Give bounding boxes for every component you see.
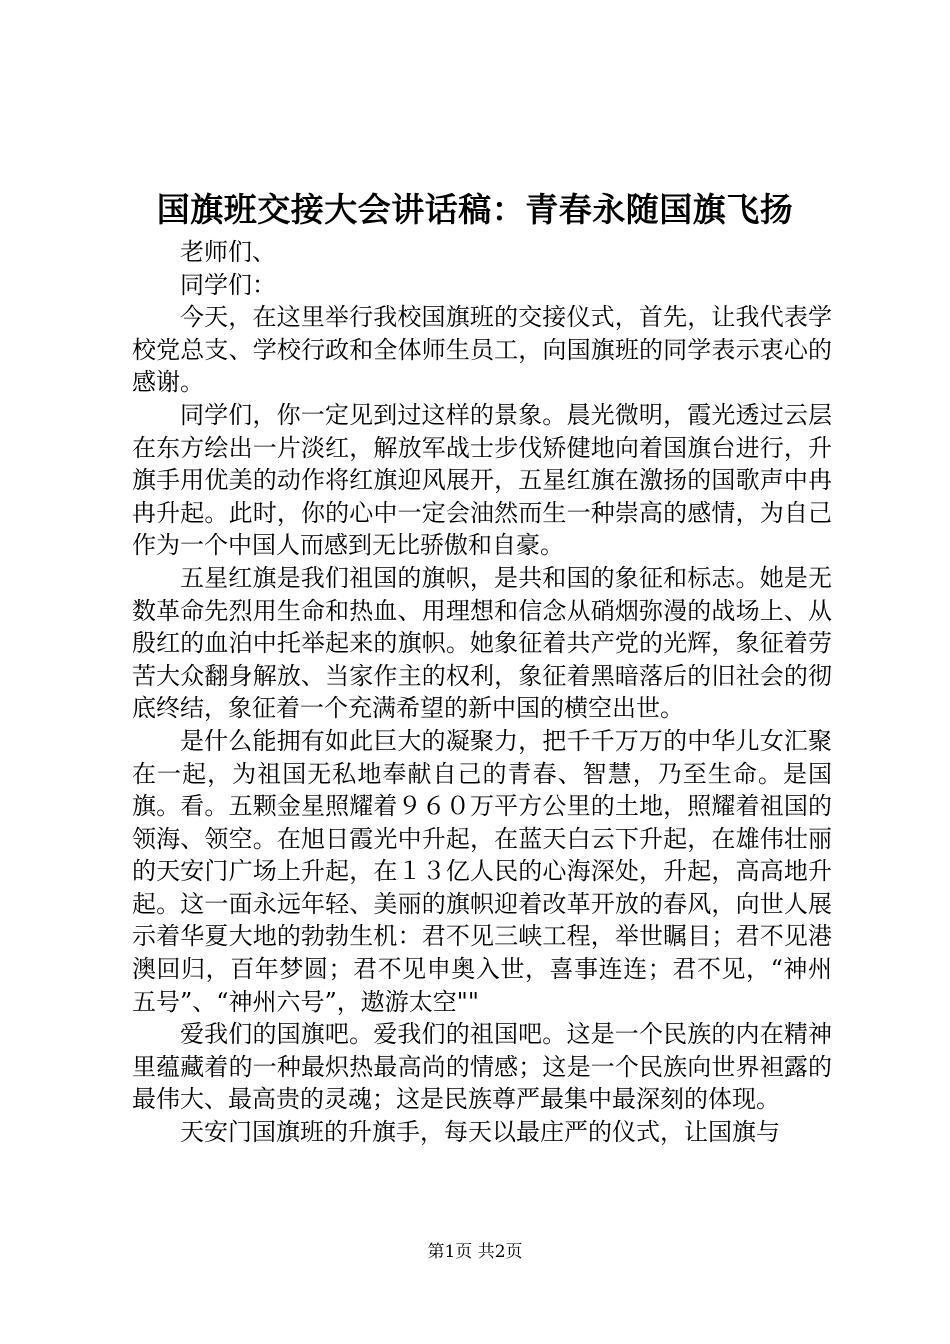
page-title: 国旗班交接大会讲话稿：青春永随国旗飞扬	[156, 190, 794, 229]
paragraph-3: 五星红旗是我们祖国的旗帜，是共和国的象征和标志。她是无数革命先烈用生命和热血、用理想和信念从硝烟弥漫的战场上、从殷红的血泊中托举起来的旗帜。她象征着共产党的光辉，象征着劳苦大众翻身解放、当家作主的权利，象征着黑暗落后的旧社会的彻底终结，象征着一个充满希望的新中国的横空出世。	[132, 563, 832, 723]
salutation-students: 同学们：	[180, 270, 276, 299]
salutation-teachers: 老师们、	[180, 238, 276, 266]
paragraph-5: 爱我们的国旗吧。爱我们的祖国吧。这是一个民族的内在精神里蕴藏着的一种最炽热最高尚的情感；这是一个民族向世界袒露的最伟大、最高贵的灵魂；这是民族尊严最集中最深刻的体现。	[132, 1020, 832, 1114]
paragraph-6: 天安门国旗班的升旗手，每天以最庄严的仪式，让国旗与	[180, 1118, 780, 1147]
paragraph-2: 同学们，你一定见到过这样的景象。晨光微明，霞光透过云层在东方绘出一片淡红，解放军战士步伐矫健地向着国旗台进行，升旗手用优美的动作将红旗迎风展开，五星红旗在激扬的国歌声中冉冉升起。此时，你的心中一定会油然而生一种崇高的感情，为自己作为一个中国人而感到无比骄傲和自豪。	[132, 400, 832, 560]
document-body	[132, 236, 832, 1149]
page-footer: 第1页 共2页	[427, 1242, 523, 1262]
paragraph-4: 是什么能拥有如此巨大的凝聚力，把千千万万的中华儿女汇聚在一起，为祖国无私地奉献自己的青春、智慧，乃至生命。是国旗。看。五颗金星照耀着９６０万平方公里的土地，照耀着祖国的领海、领空。在旭日霞光中升起，在蓝天白云下升起，在雄伟壮丽的天安门广场上升起，在１３亿人民的心海深处，升起，高高地升起。这一面永远年轻、美丽的旗帜迎着改革开放的春风，向世人展示着华夏大地的勃勃生机：君不见三峡工程，举世瞩目；君不见港澳回归，百年梦圆；君不见申奥入世，喜事连连；君不见，“神州五号”、“神州六号”，遨游太空""	[132, 726, 832, 1016]
paragraph-1: 今天，在这里举行我校国旗班的交接仪式，首先，让我代表学校党总支、学校行政和全体师生员工，向国旗班的同学表示衷心的感谢。	[132, 303, 832, 397]
